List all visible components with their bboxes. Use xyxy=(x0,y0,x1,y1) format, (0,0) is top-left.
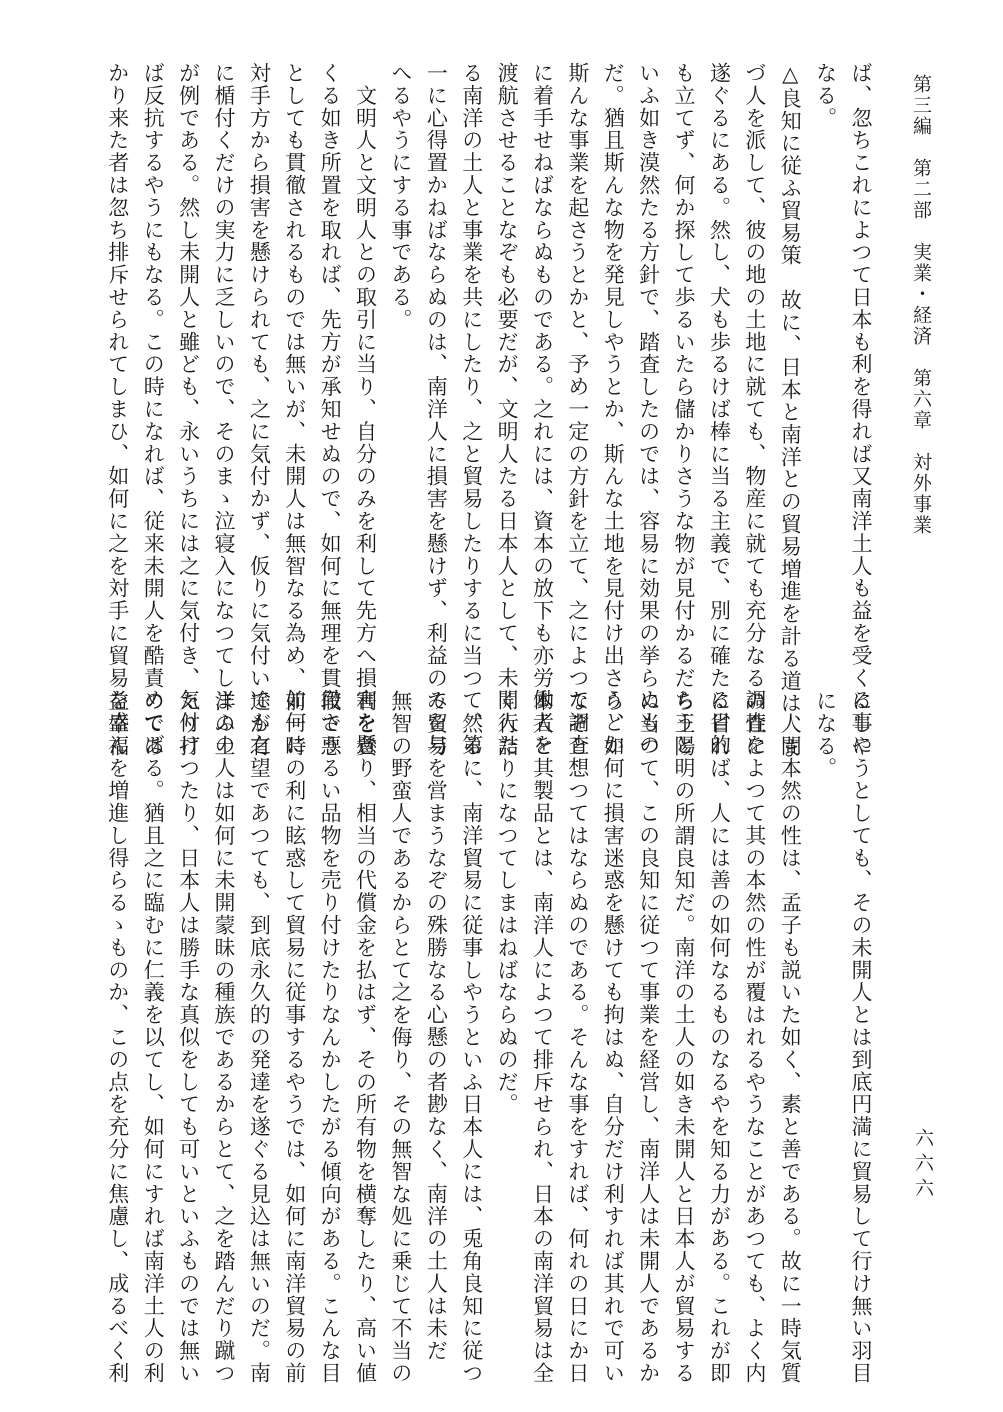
text-column: も立てず、何か探して歩るいたら儲かりさうな物が見付かるだらうと xyxy=(672,62,697,757)
text-column: が例である。然し未開人と雖ども、永いうちには之に気付き、気付け xyxy=(176,62,201,757)
text-column: たり打つたり、日本人は勝手な真似をしても可いといふものでは無い xyxy=(176,690,201,1385)
text-column: へるやうにする事である。 xyxy=(388,62,413,331)
text-column: かり来た者は忽ち排斥せられてしまひ、如何に之を対手に貿易を盛ん xyxy=(105,62,130,757)
text-column: にしやうとしても、その未開人とは到底円満に貿易して行け無い羽目 xyxy=(849,690,873,1385)
text-column: て貿易を営まうなぞの殊勝なる心懸の者尠なく、南洋の土人は未だ xyxy=(424,690,449,1362)
text-column: 人間本然の性は、孟子も説いた如く、素と善である。故に一時気質 xyxy=(778,690,803,1385)
text-column: ば、忽ちこれによつて日本も利を得れば又南洋土人も益を受くる事に xyxy=(849,62,873,757)
text-column: くる如き所置を取れば、先方が承知せぬので、如何に無理を貫徹さう xyxy=(318,62,343,757)
lower-text-block xyxy=(105,690,873,1385)
text-column: としても貫徹されるものでは無いが、未開人は無智なる為め、如何に xyxy=(282,62,307,757)
text-column: △良知に従ふ貿易策 故に、日本と南洋との貿易増進を計る道は、ま xyxy=(778,62,803,760)
text-column: 渡航させることなぞも必要だが、文明人たる日本人として、未開人た xyxy=(495,62,520,757)
text-column: だ。猶且斯んな物を発見しやうとか、斯んな土地を見付け出さうとか xyxy=(601,62,626,757)
text-column: 然るに、南洋貿易に従事しやうといふ日本人には、兎角良知に従つ xyxy=(459,690,484,1385)
text-column: に省れば、人には善の如何なるものなるやを知る力がある。これが即 xyxy=(707,690,732,1385)
text-column: 本人と其製品とは、南洋人によつて排斥せられ、日本の南洋貿易は全 xyxy=(530,690,555,1385)
text-column: く行詰りになつてしまはねばならぬのだ。 xyxy=(495,690,520,1116)
text-column: 文明人と文明人との取引に当り、自分のみを利して先方へ損害を懸 xyxy=(353,62,378,757)
text-column: 無智の野蛮人であるからとて之を侮り、その無智な処に乗じて不当の xyxy=(388,690,413,1385)
text-column: なる。 xyxy=(813,62,838,130)
text-column: ら、如何に損害迷惑を懸けても拘はぬ、自分だけ利すれば其れで可い xyxy=(601,690,626,1385)
text-column: 前一時の利に眩惑して貿易に従事するやうでは、如何に南洋貿易の前 xyxy=(282,690,307,1385)
text-column: いふ如き漠然たる方針で、踏査したのでは、容易に効果の挙らぬもの xyxy=(636,62,661,757)
text-column: 対手方から損害を懸けられても、之に気付かず、仮りに気付いても之 xyxy=(247,62,272,757)
text-column: 利を貪り、相当の代償金を払はず、その所有物を横奪したり、高い値 xyxy=(353,690,378,1385)
text-column: 段で悪るい品物を売り付けたりなんかしたがる傾向がある。こんな目 xyxy=(318,690,343,1385)
text-column: づ人を派して、彼の地の土地に就ても、物産に就ても充分なる調査を xyxy=(742,62,767,757)
text-column: に着手せねばならぬものである。之れには、資本の放下も亦労働者を xyxy=(530,62,555,757)
text-column: に当つて、この良知に従つて事業を経営し、南洋人は未開人であるか xyxy=(636,690,661,1385)
text-column: 途が有望であつても、到底永久的の発達を遂ぐる見込は無いのだ。南 xyxy=(247,690,272,1385)
text-column: 一に心得置かねばならぬのは、南洋人に損害を懸けず、利益のみを与 xyxy=(424,62,449,757)
text-column: 益幸福を増進し得らるゝものか、この点を充分に焦慮し、成るべく利 xyxy=(105,690,130,1385)
text-column: なぞと想つてはならぬのである。そんな事をすれば、何れの日にか日 xyxy=(565,690,590,1385)
running-header: 第三編 第二部 実業・経済 第六章 対外事業 xyxy=(910,74,932,536)
text-column: のである。猶且之に臨むに仁義を以てし、如何にすれば南洋土人の利 xyxy=(141,690,166,1385)
text-column: になる。 xyxy=(813,690,838,780)
text-column: に楯付くだけの実力に乏しいので、そのまゝ泣寝入になつてしまふの xyxy=(211,62,236,757)
upper-text-block xyxy=(105,62,873,760)
text-column: ば反抗するやうにもなる。この時になれば、従来未開人を酷責めてば xyxy=(141,62,166,757)
text-column: 洋の土人は如何に未開蒙昧の種族であるからとて、之を踏んだり蹴つ xyxy=(211,690,236,1385)
page-number: 六六六 xyxy=(912,1128,934,1203)
text-column: ち王陽明の所謂良知だ。南洋の土人の如き未開人と日本人が貿易する xyxy=(672,690,697,1385)
text-column: 斯んな事業を起さうとかと、予め一定の方針を立て、之によつて調査 xyxy=(565,62,590,757)
text-column: の性によつて其の本然の性が覆はれるやうなことがあつても、よく内 xyxy=(742,690,767,1385)
text-column: 遂ぐるにある。然し、犬も歩るけば棒に当る主義で、別に確たる目的 xyxy=(707,62,732,757)
text-column: る南洋の土人と事業を共にしたり、之と貿易したりするに当つて、第 xyxy=(459,62,484,757)
